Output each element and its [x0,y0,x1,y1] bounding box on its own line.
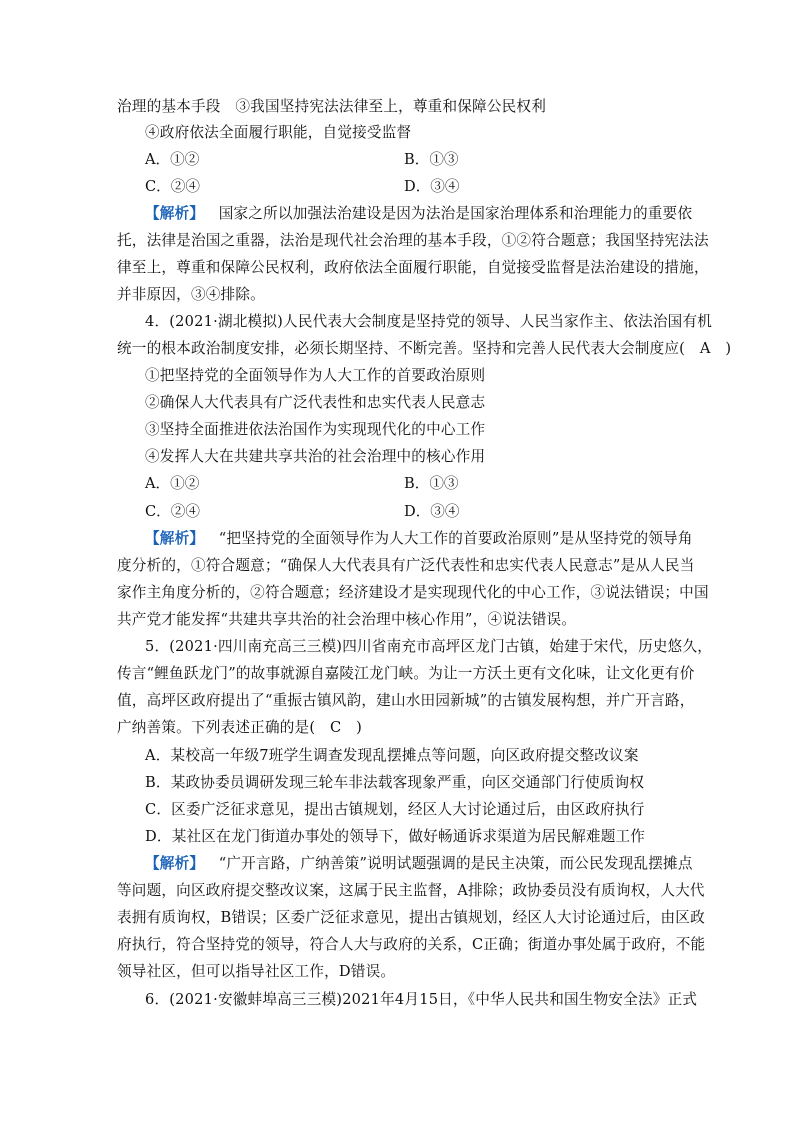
question-5-line: 传言“鲤鱼跃龙门”的故事就源自嘉陵江龙门峡。为让一方沃土更有文化味，让文化更有价 [117,665,695,682]
analysis-text: 国家之所以加强法治建设是因为法治是国家治理体系和治理能力的重要依 [218,205,693,222]
statement-4: ④政府依法全面履行职能，自觉接受监督 [145,124,412,141]
text-line: 治理的基本手段 ③我国坚持宪法法律至上，尊重和保障公民权利 [117,98,547,115]
statement-2: ②确保人大代表具有广泛代表性和忠实代表人民意志 [145,394,486,411]
statement-3: ③坚持全面推进依法治国作为实现现代化的中心工作 [145,421,486,438]
option-c: C．②④ [145,178,200,195]
option-a: A．①② [145,475,200,492]
analysis-line [145,854,693,874]
analysis-text: “把坚持党的全面领导作为人大工作的首要政治原则”是从坚持党的领导角 [218,530,693,547]
analysis-tag: 【解析】 [145,855,205,872]
option-d: D．③④ [404,178,460,195]
question-5-line: 值，高坪区政府提出了“重振古镇风韵，建山水田园新城”的古镇发展构想，并广开言路， [117,692,695,709]
question-5-line: 广纳善策。下列表述正确的是( C ) [117,719,363,736]
analysis-line: 度分析的，①符合题意；“确保人大代表具有广泛代表性和忠实代表人民意志”是从人民当 [117,557,695,574]
option-b: B．①③ [404,151,459,168]
analysis-tag: 【解析】 [145,530,205,547]
analysis-line: 并非原因，③④排除。 [117,286,265,303]
option-b: B．①③ [404,475,459,492]
analysis-line [145,529,693,549]
analysis-line: 府执行，符合坚持党的领导，符合人大与政府的关系，C正确；街道办事处属于政府，不能 [117,936,706,953]
question-6-line: 6．(2021·安徽蚌埠高三三模)2021年4月15日，《中华人民共和国生物安全法》正式 [145,991,698,1008]
option-d: D．③④ [404,503,460,520]
analysis-line: 律至上，尊重和保障公民权利，政府依法全面履行职能，自觉接受监督是法治建设的措施， [117,259,709,276]
analysis-line: 托，法律是治国之重器，法治是现代社会治理的基本手段，①②符合题意；我国坚持宪法法 [117,232,709,249]
question-4-line: 统一的根本政治制度安排，必须长期坚持、不断完善。坚持和完善人民代表大会制度应( A ) [117,340,732,357]
statement-4: ④发挥人大在共建共享共治的社会治理中的核心作用 [145,448,486,465]
analysis-line [145,204,692,224]
option-a: A．某校高一年级7班学生调查发现乱摆摊点等问题，向区政府提交整改议案 [145,747,639,764]
question-4-line: 4．(2021·湖北模拟)人民代表大会制度是坚持党的领导、人民当家作主、依法治国有机 [145,313,713,330]
analysis-line: 领导社区，但可以指导社区工作，D错误。 [117,963,396,980]
statement-1: ①把坚持党的全面领导作为人大工作的首要政治原则 [145,367,486,384]
option-d: D．某社区在龙门街道办事处的领导下，做好畅通诉求渠道为居民解难题工作 [145,828,646,845]
option-a: A．①② [145,151,200,168]
option-b: B．某政协委员调研发现三轮车非法载客现象严重，向区交通部门行使质询权 [145,774,645,791]
analysis-line: 等问题，向区政府提交整改议案，这属于民主监督，A排除；政协委员没有质询权，人大代 [117,882,705,899]
analysis-text: “广开言路，广纳善策”说明试题强调的是民主决策，而公民发现乱摆摊点 [218,855,693,872]
option-c: C．区委广泛征求意见，提出古镇规划，经区人大讨论通过后，由区政府执行 [145,801,645,818]
analysis-line: 家作主角度分析的，②符合题意；经济建设才是实现现代化的中心工作，③说法错误；中国 [117,584,709,601]
analysis-line: 表拥有质询权，B错误；区委广泛征求意见，提出古镇规划，经区人大讨论通过后，由区政 [117,909,705,926]
analysis-line: 共产党才能发挥“共建共享共治的社会治理中核心作用”，④说法错误。 [117,611,577,628]
analysis-tag: 【解析】 [145,205,205,222]
question-5-line: 5．(2021·四川南充高三三模)四川省南充市高坪区龙门古镇，始建于宋代，历史悠久， [145,638,713,655]
option-c: C．②④ [145,503,200,520]
